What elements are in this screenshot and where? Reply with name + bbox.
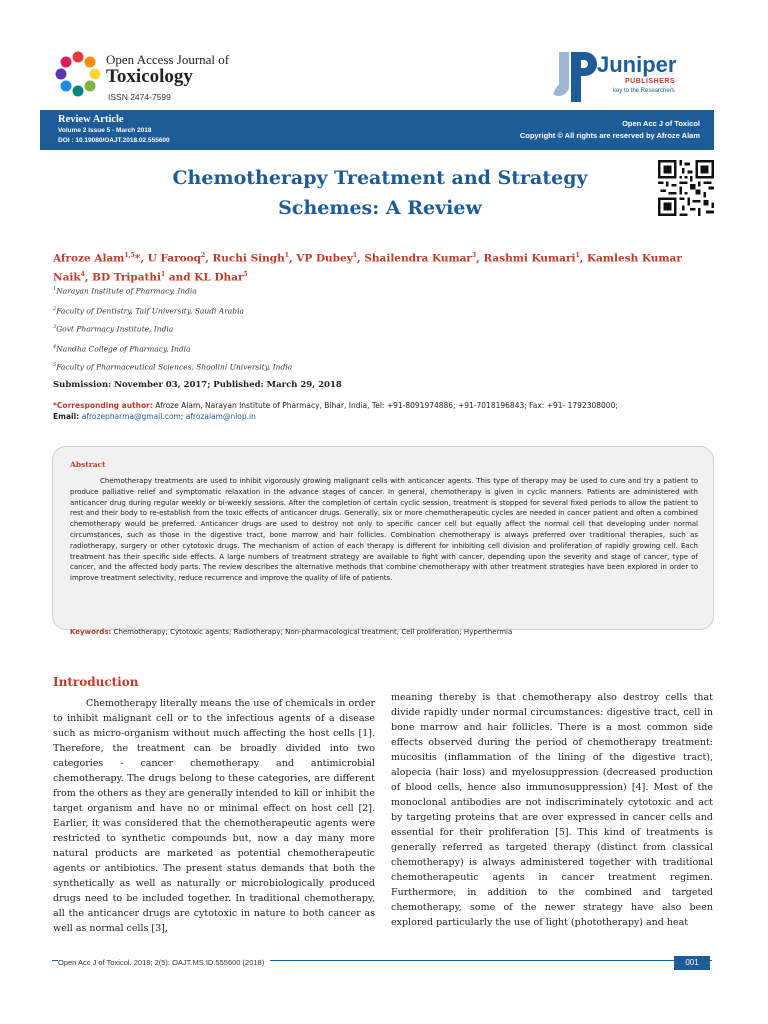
journal-logo-icon xyxy=(50,46,106,102)
affiliation: $^2$Faculty of Dentistry, Taif University, Saudi Arabia xyxy=(53,306,244,316)
author-name: Afroze Alam xyxy=(53,252,125,265)
doi-link[interactable]: DOI : 10.19080/OAJT.2018.02.555600 xyxy=(58,137,170,144)
corresponding-author: *Corresponding author: Afroze Alam, Narayan Institute of Pharmacy, Bihar, India, Tel: +91-8091974886; +91-7018196843; Fax: +91- 1792308000; Email: afrozepharma@gmail.com; afrozalam@niop.in xyxy=(53,401,618,421)
body-text-left-column: Chemotherapy literally means the use of chemicals in order to inhibit malignant cell or to the infectious agents of a disease such as micro-organism without much affecting the host cells [1]. Therefore, the treatment can be broadly divided into two categories - cancer chemotherapy and antimicrobial chemotherapy. The drugs belong to these categories, are different from the others as they are generally intended to kill or inhibit the target organism and have no or minimal effect on host cell [2]. Earlier, it was considered that the chemotherapeutic agents were restricted to synthetic compounds but, now a day many more natural products are marketed as potential chemotherapeutic agents or antibiotics. The present status demands that both the synthetically as well as naturally or microbiologically produced drugs need to be included together. In traditional chemotherapy, all the anticancer drugs are cytotoxic in nature to both cancer as well as normal cells [3], xyxy=(53,698,375,934)
affiliation: $^4$Nandha College of Pharmacy, India xyxy=(53,344,191,354)
author-separator: , xyxy=(357,252,365,265)
author-affiliation-mark: 4 xyxy=(80,270,85,278)
author-affiliation-mark: 5 xyxy=(243,270,248,278)
article-type: Review Article xyxy=(58,114,124,125)
affiliation: $^3$Govt Pharmacy Institute, India xyxy=(53,324,174,334)
keywords xyxy=(70,628,698,636)
author-name: BD Tripathi xyxy=(92,271,161,283)
author-separator: , xyxy=(476,252,484,265)
author-separator: *, xyxy=(134,252,148,265)
volume-info: Volume 2 Issue 5 - March 2018 xyxy=(58,127,152,134)
affiliation: $^1$Narayan Institute of Pharmacy, India xyxy=(53,286,197,296)
author-affiliation-mark: 1,5 xyxy=(124,252,135,259)
keywords-text: Chemotherapy; Cytotoxic agents; Radiotherapy; Non-pharmacological treatment; Cell proliferation; Hyperthermia xyxy=(111,628,513,636)
author-affiliation-mark: 3 xyxy=(471,252,477,259)
author-name: KL Dhar xyxy=(194,271,244,283)
author-name: Rashmi Kumari xyxy=(483,252,576,265)
journal-name-line2: Toxicology xyxy=(106,66,193,87)
journal-issn: ISSN 2474-7599 xyxy=(108,92,171,102)
email-link-1[interactable]: afrozepharma@gmail.com xyxy=(81,412,181,421)
email-label: Email: xyxy=(53,412,82,421)
author-list xyxy=(53,248,713,285)
author-separator: and xyxy=(165,271,195,283)
publisher-sub: PUBLISHERS xyxy=(625,78,676,85)
author-affiliation-mark: 1 xyxy=(161,270,166,278)
article-title: Chemotherapy Treatment and Strategy Schemes: A Review xyxy=(172,167,588,219)
author-name: VP Dubey xyxy=(296,252,353,265)
page-number: 001 xyxy=(674,956,710,970)
abstract-heading: Abstract xyxy=(70,460,106,469)
journal-name-line1: Open Access Journal of xyxy=(106,52,230,67)
publisher-jp-icon xyxy=(553,48,599,106)
author-name: Kamlesh Kumar Naik xyxy=(53,252,682,283)
keywords-label: Keywords: xyxy=(70,628,112,636)
author-separator: , xyxy=(84,271,93,283)
copyright-notice: Copyright © All rights are reserved by Afroze Alam xyxy=(519,131,700,140)
journal-abbreviation: Open Acc J of Toxicol xyxy=(622,119,700,128)
author-name: Shailendra Kumar xyxy=(364,252,472,265)
author-affiliation-mark: 1 xyxy=(284,252,289,259)
publisher-logo xyxy=(553,48,713,106)
corresponding-text: Afroze Alam, Narayan Institute of Pharmacy, Bihar, India, Tel: +91-8091974886; +91-7018196843; Fax: +91- 1792308000; xyxy=(152,401,618,410)
qr-code-icon[interactable] xyxy=(658,160,714,216)
author-affiliation-mark: 2 xyxy=(201,252,206,259)
abstract-text: Chemotherapy treatments are used to inhibit vigorously growing malignant cells with anticancer agents. This type of therapy may be used to cure and try a patient to produce palliative relief and symptomatic relaxation in the advance stages of cancer. In general, chemotherapy is given in cyclic manners. Patients are administered with anticancer drug during regular weekly or bi-weekly sessions. After the completion of certain cyclic session, treatment is stopped for several fixed periods to allow the patient to rest and their body to re-establish from the toxic effects of anticancer drugs. Generally, six or more chemotherapeutic cycles are needed in cancer patient and often a combined chemotherapy would be preferred. Anticancer drugs are used to destroy not only to specific cancer cell but equally affect the normal cell that developing under normal circumstances, such as those in the digestive tract, bone marrow and hair follicles. Combination chemotherapy is always preferred over traditional therapies, such as radiotherapy, surgery or other cytotoxic drugs. The mechanism of action of each therapy is different for inhibiting cell division and proliferation of rapidly growing cell. Each treatment has their specific side effects. A large numbers of treatment strategy are available to fight with cancer, depending upon the severity and stage of cancer, type of cancer, and the affected body parts. The review describes the alternative methods that combine chemotherapy with other treatment strategies have been explored in order to improve treatment selectivity, reduce recurrence and improve the quality of life of patients. xyxy=(70,477,698,583)
email-link-2[interactable]: afrozalam@niop.in xyxy=(185,412,256,421)
author-affiliation-mark: 1 xyxy=(352,252,357,259)
author-name: U Farooq xyxy=(147,252,202,265)
publisher-name: Juniper xyxy=(597,52,677,77)
author-separator: , xyxy=(288,252,297,265)
introduction-heading: Introduction xyxy=(53,675,139,689)
publisher-tagline: key to the Researchers xyxy=(613,88,675,94)
author-separator: , xyxy=(205,252,213,265)
author-separator: , xyxy=(579,252,587,265)
author-affiliation-mark: 1 xyxy=(575,252,580,259)
submission-dates: Submission: November 03, 2017; Published: March 29, 2018 xyxy=(53,380,342,390)
corresponding-label: *Corresponding author: xyxy=(53,401,153,410)
article-info-band xyxy=(40,110,714,150)
author-name: Ruchi Singh xyxy=(212,252,285,265)
body-text-right-column: meaning thereby is that chemotherapy also destroy cells that divide rapidly under normal circumstances: digestive tract, cell in bone marrow and hair follicles. There is a most common side effects observed during the period of chemotherapy treatment: mucositis (inflammation of the lining of the digestive tract), alopecia (hair loss) and myelosuppression (decreased production of blood cells, hence also immunosuppression) [4]. Most of the monoclonal antibodies are not indiscriminately cytotoxic and act by targeting proteins that are over expressed in cancer cells and essential for their proliferation [5]. This kind of treatments is generally referred as targeted therapy (distinct from classical chemotherapy) is always administered together with traditional chemotherapeutic agents in cancer treatment regimen. Furthermore, in addition to the combined and targeted chemotherapy, some of the newer strategy have also been explored particularly the use of light (phototherapy) and heat xyxy=(391,692,713,928)
affiliation: $^5$Faculty of Pharmaceutical Sciences, Shoolini University, India xyxy=(53,362,293,372)
footer-citation: Open Acc J of Toxicol. 2018; 2(5): OAJT.MS.ID.555600 (2018) xyxy=(58,958,270,967)
